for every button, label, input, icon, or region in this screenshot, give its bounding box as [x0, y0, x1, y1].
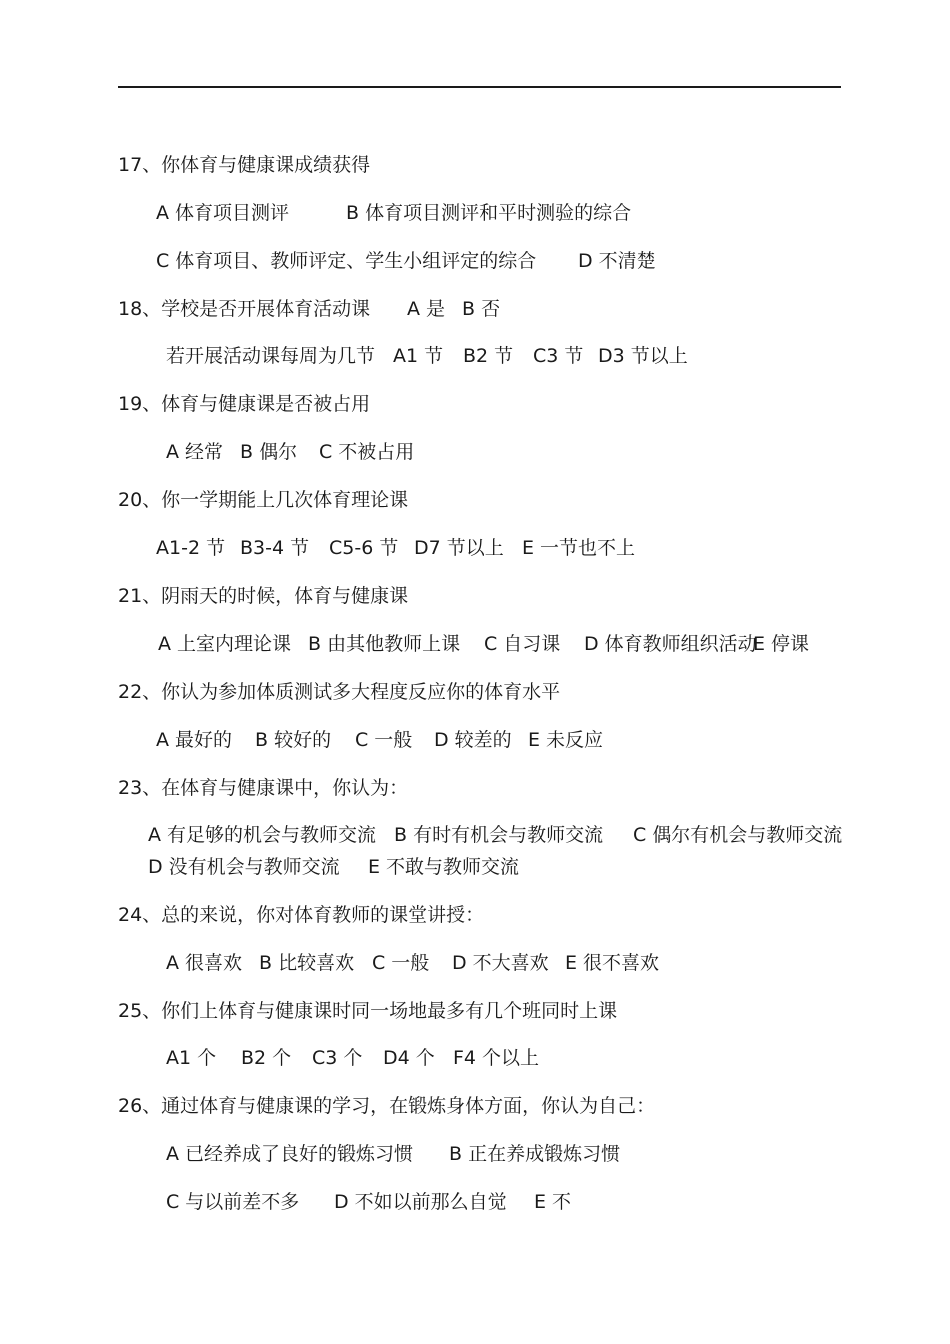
q20-option-d: D7 节以上	[414, 537, 504, 559]
q20-option-b: B3-4 节	[240, 537, 310, 559]
q17-option-d: D 不清楚	[578, 250, 656, 272]
q23-option-c: C 偶尔有机会与教师交流	[633, 824, 843, 846]
q26-option-c: C 与以前差不多	[166, 1191, 300, 1213]
q18-sub-option-d: D3 节以上	[598, 345, 688, 367]
question-18: 18、学校是否开展体育活动课	[118, 298, 371, 320]
q23-option-b: B 有时有机会与教师交流	[394, 824, 604, 846]
q26-option-a: A 已经养成了良好的锻炼习惯	[166, 1143, 414, 1165]
question-19: 19、体育与健康课是否被占用	[118, 393, 371, 415]
q26-option-b: B 正在养成锻炼习惯	[449, 1143, 621, 1165]
q20-option-a: A1-2 节	[156, 537, 226, 559]
question-24: 24、总的来说，你对体育教师的课堂讲授：	[118, 904, 485, 926]
question-17: 17、你体育与健康课成绩获得	[118, 154, 371, 176]
q25-option-a: A1 个	[166, 1047, 217, 1069]
header-rule	[118, 86, 841, 88]
question-21: 21、阴雨天的时候，体育与健康课	[118, 585, 409, 607]
question-23: 23、在体育与健康课中，你认为：	[118, 777, 409, 799]
q21-option-c: C 自习课	[484, 633, 561, 655]
q23-option-e: E 不敢与教师交流	[368, 856, 520, 878]
question-20: 20、你一学期能上几次体育理论课	[118, 489, 409, 511]
q17-option-a: A 体育项目测评	[156, 202, 290, 224]
q25-option-f: F4 个以上	[453, 1047, 540, 1069]
q25-option-d: D4 个	[383, 1047, 435, 1069]
q18-sub-option-a: A1 节	[393, 345, 444, 367]
question-22: 22、你认为参加体质测试多大程度反应你的体育水平	[118, 681, 561, 703]
q19-option-a: A 经常	[166, 441, 224, 463]
q22-option-b: B 较好的	[255, 729, 332, 751]
q22-option-d: D 较差的	[434, 729, 512, 751]
q21-option-e: E 停课	[753, 633, 810, 655]
q22-option-e: E 未反应	[528, 729, 604, 751]
q19-option-c: C 不被占用	[319, 441, 415, 463]
q22-option-c: C 一般	[355, 729, 413, 751]
q25-option-b: B2 个	[241, 1047, 292, 1069]
q18-option-a: A 是	[407, 298, 446, 320]
q24-option-a: A 很喜欢	[166, 952, 243, 974]
q21-option-a: A 上室内理论课	[158, 633, 292, 655]
q18-sub-question: 若开展活动课每周为几节	[166, 345, 376, 367]
q22-option-a: A 最好的	[156, 729, 233, 751]
q24-option-c: C 一般	[372, 952, 430, 974]
q18-sub-option-b: B2 节	[463, 345, 514, 367]
q23-option-d: D 没有机会与教师交流	[148, 856, 340, 878]
q17-option-b: B 体育项目测评和平时测验的综合	[346, 202, 632, 224]
q25-option-c: C3 个	[312, 1047, 363, 1069]
q18-option-b: B 否	[462, 298, 501, 320]
q26-option-d: D 不如以前那么自觉	[334, 1191, 507, 1213]
q24-option-e: E 很不喜欢	[565, 952, 660, 974]
q24-option-b: B 比较喜欢	[259, 952, 355, 974]
q23-option-a: A 有足够的机会与教师交流	[148, 824, 377, 846]
q17-option-c: C 体育项目、教师评定、学生小组评定的综合	[156, 250, 537, 272]
question-26: 26、通过体育与健康课的学习，在锻炼身体方面，你认为自己：	[118, 1095, 656, 1117]
q21-option-b: B 由其他教师上课	[308, 633, 461, 655]
q21-option-d: D 体育教师组织活动	[584, 633, 757, 655]
question-25: 25、你们上体育与健康课时同一场地最多有几个班同时上课	[118, 1000, 618, 1022]
q26-option-e: E 不	[534, 1191, 572, 1213]
q18-sub-option-c: C3 节	[533, 345, 584, 367]
q24-option-d: D 不大喜欢	[452, 952, 549, 974]
q20-option-e: E 一节也不上	[522, 537, 636, 559]
q19-option-b: B 偶尔	[240, 441, 298, 463]
q20-option-c: C5-6 节	[329, 537, 399, 559]
